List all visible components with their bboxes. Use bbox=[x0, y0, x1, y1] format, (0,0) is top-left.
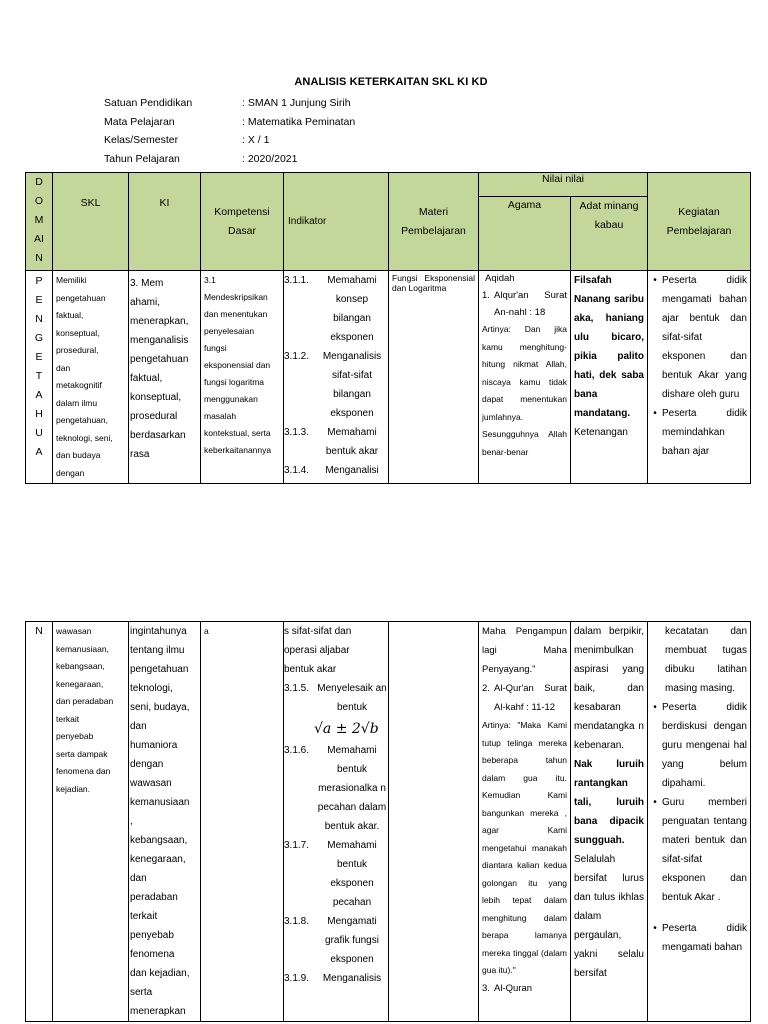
materi-text: Fungsi Eksponensial dan Logaritma bbox=[392, 273, 475, 293]
ki-line: 3. Mem bbox=[130, 278, 164, 289]
agama-cell bbox=[479, 622, 571, 1022]
skl-line: serta dampak bbox=[56, 748, 108, 759]
skl-line: fenomena dan bbox=[56, 766, 111, 776]
agama-content bbox=[479, 271, 570, 461]
agama-content bbox=[479, 622, 570, 997]
domain-header bbox=[26, 173, 53, 271]
meta-key: Kelas/Semester bbox=[104, 134, 179, 146]
kegiatan-item-text: Peserta didik memindahkan bahan ajar bbox=[662, 408, 747, 457]
kd-header: Kompetensi Dasar bbox=[201, 173, 284, 271]
indikator-item bbox=[284, 461, 388, 480]
skl-line: kenegaraan, bbox=[56, 678, 104, 689]
kegiatan-cell bbox=[648, 622, 751, 1022]
domain-letter: M bbox=[34, 214, 44, 226]
indikator-number: 3.1.2. bbox=[284, 351, 310, 362]
ki-line: dan bbox=[130, 721, 147, 732]
indikator-header: Indikator bbox=[284, 173, 389, 271]
indikator-text: Memahami konsep bilangan eksponen bbox=[327, 275, 377, 343]
agama-heading: Aqidah bbox=[485, 273, 515, 284]
analysis-table-page1 bbox=[25, 172, 751, 484]
ki-line: serta bbox=[130, 987, 153, 998]
agama-item-number: 3. bbox=[482, 982, 490, 994]
indikator-item bbox=[284, 836, 388, 912]
ki-cell bbox=[129, 622, 201, 1022]
ki-line: dan kejadian, bbox=[130, 968, 190, 979]
agama-item-number: 2. bbox=[482, 683, 490, 694]
meta-value: : X / 1 bbox=[242, 134, 270, 146]
bullet-icon: • bbox=[653, 923, 657, 934]
kegiatan-cell bbox=[648, 271, 751, 484]
adat-cell bbox=[571, 271, 648, 484]
indikator-item bbox=[284, 969, 388, 988]
kd-line: 3.1 bbox=[204, 275, 216, 285]
adat-lead-text: dalam berpikir, menimbulkan aspirasi yang baik, dan kesabaran mendatangka n kebenaran. bbox=[574, 626, 644, 751]
domain-letter: U bbox=[35, 427, 43, 439]
kegiatan-header: Kegiatan Pembelajaran bbox=[648, 173, 751, 271]
domain-letter: N bbox=[35, 252, 43, 264]
skl-line: penyebab bbox=[56, 731, 94, 741]
ki-line: pengetahuan bbox=[130, 354, 189, 365]
indikator-number: 3.1.3. bbox=[284, 427, 310, 438]
agama-item bbox=[482, 980, 567, 997]
bullet-icon: • bbox=[653, 408, 657, 419]
ki-line: terkait bbox=[130, 911, 158, 922]
agama-header: Agama bbox=[479, 197, 571, 271]
ki-line: kemanusiaan bbox=[130, 797, 190, 808]
agama-cell bbox=[479, 271, 571, 484]
indikator-text: Menyelesaik an bentuk bbox=[317, 683, 387, 713]
materi-cell bbox=[389, 622, 479, 1022]
domain-letter: A bbox=[35, 389, 43, 401]
skl-line: konseptual, bbox=[56, 327, 100, 338]
agama-item-text: Al-Quran bbox=[494, 982, 533, 994]
skl-cell bbox=[53, 622, 129, 1022]
domain-letter: O bbox=[34, 195, 44, 207]
meta-value: : SMAN 1 Junjung Sirih bbox=[242, 97, 351, 109]
adat-content bbox=[571, 622, 647, 983]
skl-line: dan budaya bbox=[56, 450, 101, 460]
skl-line: teknologi, seni, bbox=[56, 432, 113, 443]
kd-line: keberkaitanannya bbox=[204, 445, 272, 455]
domain-letter: H bbox=[35, 408, 43, 420]
kegiatan-item bbox=[648, 919, 750, 957]
indikator-cell bbox=[284, 622, 389, 1022]
ki-line: humaniora bbox=[130, 740, 178, 751]
adat-bold-text: Filsafah Nanang saribu aka, haniang ulu bicaro, pikia palito hati, dek saba bana mandatang. bbox=[574, 275, 644, 419]
bullet-icon: • bbox=[653, 797, 657, 808]
indikator-number: 3.1.7. bbox=[284, 840, 310, 851]
ki-line: kenegaraan, bbox=[130, 854, 186, 865]
ki-line: teknologi, bbox=[130, 683, 173, 694]
domain-letters bbox=[26, 271, 52, 462]
indikator-text: Memahami bentuk eksponen pecahan bbox=[327, 840, 377, 908]
kd-text bbox=[201, 271, 283, 460]
skl-text bbox=[53, 271, 128, 483]
indikator-cell bbox=[284, 271, 389, 484]
kegiatan-spacer bbox=[648, 907, 750, 919]
domain-letter: N bbox=[35, 625, 43, 637]
domain-letter: N bbox=[35, 313, 43, 325]
skl-line: pengetahuan bbox=[56, 292, 106, 303]
adat-bold-text: Nak luruih rantangkan tali, luruih bana dipacik sungguah. bbox=[574, 759, 644, 846]
kegiatan-item bbox=[648, 271, 750, 404]
indikator-number: 3.1.9. bbox=[284, 973, 310, 984]
ki-line: pengetahuan bbox=[130, 664, 189, 675]
indikator-text: Menganalisis sifat-sifat bilangan eksponen bbox=[322, 351, 382, 419]
indikator-number: 3.1.6. bbox=[284, 745, 310, 756]
indikator-lead-line: bentuk akar bbox=[284, 664, 337, 675]
bullet-icon: • bbox=[653, 275, 657, 286]
domain-letter: E bbox=[35, 294, 43, 306]
meta-row bbox=[104, 113, 355, 132]
domain-letter: T bbox=[35, 370, 43, 382]
agama-item-text: Alqur'an Surat An-nahl : 18 bbox=[494, 290, 567, 318]
indikator-item bbox=[284, 347, 388, 423]
analysis-table-page2 bbox=[25, 621, 751, 1022]
indikator-number: 3.1.5. bbox=[284, 683, 310, 694]
skl-line: kemanusiaan, bbox=[56, 643, 109, 654]
adat-tail-text: Selalulah bersifat lurus dan tulus ikhlas dalam pergaulan, yakni selalu bersifat bbox=[574, 854, 644, 979]
kegiatan-item bbox=[648, 793, 750, 907]
skl-line: Memiliki bbox=[56, 275, 87, 285]
agama-item bbox=[482, 679, 567, 717]
skl-text bbox=[53, 622, 128, 799]
domain-letter: G bbox=[34, 332, 44, 344]
skl-line: faktual, bbox=[56, 310, 84, 320]
indikator-item bbox=[284, 912, 388, 969]
meta-value: : Matematika Peminatan bbox=[242, 115, 356, 128]
adat-tail-text: Ketenangan bbox=[574, 427, 628, 438]
indikator-list bbox=[284, 271, 388, 480]
ki-line: dan bbox=[130, 873, 147, 884]
kd-line: dan menentukan bbox=[204, 309, 268, 319]
domain-letter: AI bbox=[34, 233, 44, 245]
kegiatan-item bbox=[648, 404, 750, 461]
kegiatan-list bbox=[648, 698, 750, 907]
indikator-list bbox=[284, 622, 388, 988]
ki-header: KI bbox=[129, 173, 201, 271]
ki-line: rasa bbox=[130, 449, 150, 460]
ki-line: menerapkan, bbox=[130, 316, 189, 327]
agama-body: Artinya: "Maka Kami tutup telinga mereka beberapa tahun dalam gua itu. Kemudian Kami bangunkan mereka , agar Kami mengetahui manakah diantara kalian kedua golongan itu yang lebih tepat dalam menghitung dalam berapa lamanya mereka tinggal (dalam gua itu)." bbox=[482, 720, 567, 975]
ki-line: menganalisis bbox=[130, 335, 189, 346]
meta-row bbox=[104, 131, 355, 150]
meta-key: Tahun Pelajaran bbox=[104, 152, 180, 165]
skl-line: kejadian. bbox=[56, 783, 91, 794]
skl-line: dalam ilmu bbox=[56, 397, 98, 408]
kd-line: fungsi bbox=[204, 343, 227, 353]
indikator-item bbox=[284, 271, 388, 347]
skl-line: kebangsaan, bbox=[56, 661, 105, 671]
agama-body: Artinya: Dan jika kamu menghitung-hitung nikmat Allah, niscaya kamu tidak dapat menentukan jumlahnya. Sesungguhnya Allah benar-benar bbox=[482, 324, 567, 457]
ki-line: , bbox=[130, 816, 133, 827]
kd-line: Mendeskripsikan bbox=[204, 292, 268, 302]
kegiatan-lead: kecatatan dan membuat tugas dibuku latihan masing masing. bbox=[665, 626, 747, 694]
indikator-text: Menganalisis bbox=[322, 973, 382, 984]
skl-line: dan peradaban bbox=[56, 696, 114, 706]
ki-text bbox=[129, 622, 200, 1021]
ki-line: faktual, bbox=[130, 373, 163, 384]
indikator-item bbox=[284, 423, 388, 461]
kegiatan-item-text: Peserta didik berdiskusi dengan guru mengenai hal yang belum dipahami. bbox=[662, 702, 747, 789]
indikator-item bbox=[284, 741, 388, 836]
kd-line: penyelesaian bbox=[204, 326, 255, 336]
adat-cell bbox=[571, 622, 648, 1022]
indikator-lead-line: s sifat-sifat dan bbox=[284, 626, 352, 637]
skl-line: dengan bbox=[56, 467, 85, 478]
ki-line: dengan bbox=[130, 759, 164, 770]
sqrt-formula-icon: √a ± 2√b bbox=[314, 721, 379, 737]
ki-line: prosedural bbox=[130, 411, 178, 422]
skl-line: wawasan bbox=[56, 626, 92, 636]
kd-line: masalah bbox=[204, 411, 237, 421]
kegiatan-item-text: Peserta didik mengamati bahan bbox=[662, 923, 747, 953]
ki-cell bbox=[129, 271, 201, 484]
skl-line: dan bbox=[56, 362, 71, 373]
domain-letter: P bbox=[35, 275, 43, 287]
adat-header: Adat minang kabau bbox=[571, 197, 648, 271]
skl-line: pengetahuan, bbox=[56, 415, 108, 425]
ki-line: berdasarkan bbox=[130, 430, 186, 441]
agama-item bbox=[482, 287, 567, 321]
indikator-text: Mengamati grafik fungsi eksponen bbox=[325, 916, 379, 965]
ki-line: konseptual, bbox=[130, 392, 182, 403]
indikator-number: 3.1.4. bbox=[284, 465, 310, 476]
bullet-icon: • bbox=[653, 702, 657, 713]
kd-line: fungsi logaritma bbox=[204, 377, 265, 387]
document-title: ANALISIS KETERKAITAN SKL KI KD bbox=[294, 76, 488, 88]
kd-line: kontekstual, serta bbox=[204, 428, 271, 438]
kd-text: a bbox=[204, 626, 209, 636]
skl-line: prosedural, bbox=[56, 345, 99, 355]
ki-line: kebangsaan, bbox=[130, 835, 188, 846]
adat-content bbox=[571, 271, 647, 442]
ki-line: peradaban bbox=[130, 892, 178, 903]
meta-row bbox=[104, 94, 355, 113]
domain-letter: A bbox=[35, 446, 43, 458]
kegiatan-item-text: Guru memberi penguatan tentang materi bentuk dan sifat-sifat eksponen dan bentuk Akar . bbox=[662, 797, 747, 903]
domain-header-letters bbox=[26, 173, 52, 268]
meta-value: : 2020/2021 bbox=[242, 152, 298, 165]
indikator-text: Memahami bentuk akar bbox=[325, 427, 379, 457]
indikator-item bbox=[284, 679, 388, 717]
agama-lead: Maha Pengampun lagi Maha Penyayang." bbox=[482, 626, 567, 675]
indikator-text: Menganalisi bbox=[325, 465, 379, 476]
ki-text bbox=[129, 271, 200, 464]
ki-line: seni, budaya, bbox=[130, 702, 190, 713]
agama-item-number: 1. bbox=[482, 290, 490, 301]
skl-line: metakognitif bbox=[56, 380, 102, 390]
kd-cell bbox=[201, 622, 284, 1022]
materi-header: Materi Pembelajaran bbox=[389, 173, 479, 271]
kd-cell bbox=[201, 271, 284, 484]
domain-cell bbox=[26, 271, 53, 484]
kd-line: menggunakan bbox=[204, 394, 258, 404]
meta-key: Satuan Pendidikan bbox=[104, 97, 193, 109]
ki-line: menerapkan bbox=[130, 1006, 186, 1017]
ki-line: penyebab bbox=[130, 930, 174, 941]
skl-header: SKL bbox=[53, 173, 129, 271]
meta-row bbox=[104, 150, 355, 169]
ki-line: wawasan bbox=[130, 778, 172, 789]
meta-block bbox=[104, 94, 355, 168]
kegiatan-list bbox=[648, 271, 750, 461]
domain-letter: D bbox=[35, 176, 43, 188]
kd-line: eksponensial dan bbox=[204, 360, 271, 370]
agama-item-text: Al-Qur'an Surat Al-kahf : 11-12 bbox=[494, 683, 567, 713]
materi-cell bbox=[389, 271, 479, 484]
indikator-lead-line: operasi aljabar bbox=[284, 645, 350, 656]
kegiatan-content bbox=[648, 622, 750, 957]
indikator-number: 3.1.8. bbox=[284, 916, 310, 927]
domain-letter: E bbox=[35, 351, 43, 363]
ki-line: ingintahunya bbox=[130, 626, 187, 637]
ki-line: fenomena bbox=[130, 949, 175, 960]
indikator-number: 3.1.1. bbox=[284, 275, 310, 286]
ki-line: tentang ilmu bbox=[130, 645, 185, 656]
skl-cell bbox=[53, 271, 129, 484]
indikator-text: Memahami bentuk merasionalka n pecahan dalam bentuk akar. bbox=[317, 745, 387, 832]
kegiatan-item bbox=[648, 698, 750, 793]
nilai-header: Nilai nilai bbox=[479, 173, 648, 197]
skl-line: terkait bbox=[56, 713, 80, 724]
domain-cell bbox=[26, 622, 53, 1022]
ki-line: ahami, bbox=[130, 297, 161, 308]
meta-key: Mata Pelajaran bbox=[104, 115, 175, 128]
kegiatan-item-text: Peserta didik mengamati bahan ajar bentuk dan sifat-sifat eksponen dan bentuk Akar yang dishare oleh guru bbox=[662, 275, 747, 400]
